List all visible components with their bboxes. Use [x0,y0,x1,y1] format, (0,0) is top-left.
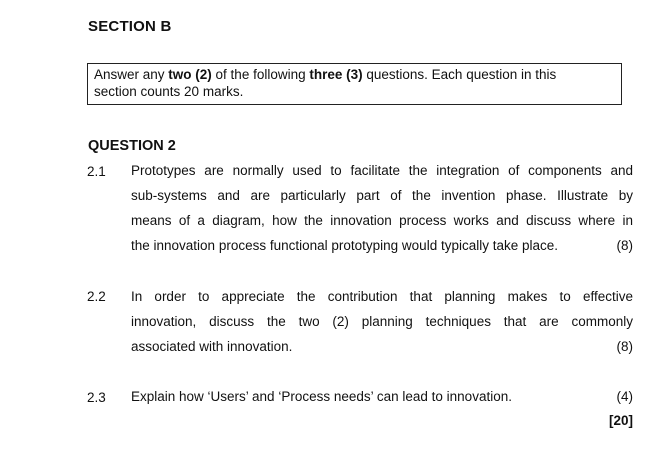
instructions-box [87,63,622,105]
instructions-bold-three: three (3) [309,67,363,82]
question-line: In order to appreciate the contribution that planning makes to effective [131,289,633,304]
question-title: QUESTION 2 [88,138,176,154]
question-text [131,284,633,359]
question-line: means of a diagram, how the innovation process works and discuss where in [131,213,633,228]
question-line [131,233,633,258]
marks: (8) [616,339,633,354]
question-line: Prototypes are normally used to facilitate the integration of components and [131,163,633,178]
instructions-text: questions. Each question in this [362,67,557,82]
instructions-bold-two: two (2) [168,67,212,82]
question-line: sub-systems and are particularly part of the invention phase. Illustrate by [131,188,633,203]
question-line-text: associated with innovation. [131,339,293,354]
question-line [131,334,633,359]
marks: (4) [616,389,633,404]
marks: (8) [616,238,633,253]
section-title: SECTION B [88,18,172,35]
instructions-text: of the following [211,67,310,82]
question-line-text: the innovation process functional prototyping would typically take place. [131,238,559,253]
question-line [131,384,633,409]
instructions-line-2: section counts 20 marks. [94,84,244,99]
question-number: 2.3 [87,390,106,405]
instructions-text: Answer any [94,67,169,82]
question-text [131,384,633,409]
question-line-text: Explain how ‘Users’ and ‘Process needs’ can lead to innovation. [131,389,512,404]
instructions-line-1 [94,66,615,83]
question-text [131,158,633,258]
question-line: innovation, discuss the two (2) planning techniques that are commonly [131,314,633,329]
total-marks: [20] [608,413,633,428]
question-number: 2.2 [87,289,106,304]
question-number: 2.1 [87,164,106,179]
